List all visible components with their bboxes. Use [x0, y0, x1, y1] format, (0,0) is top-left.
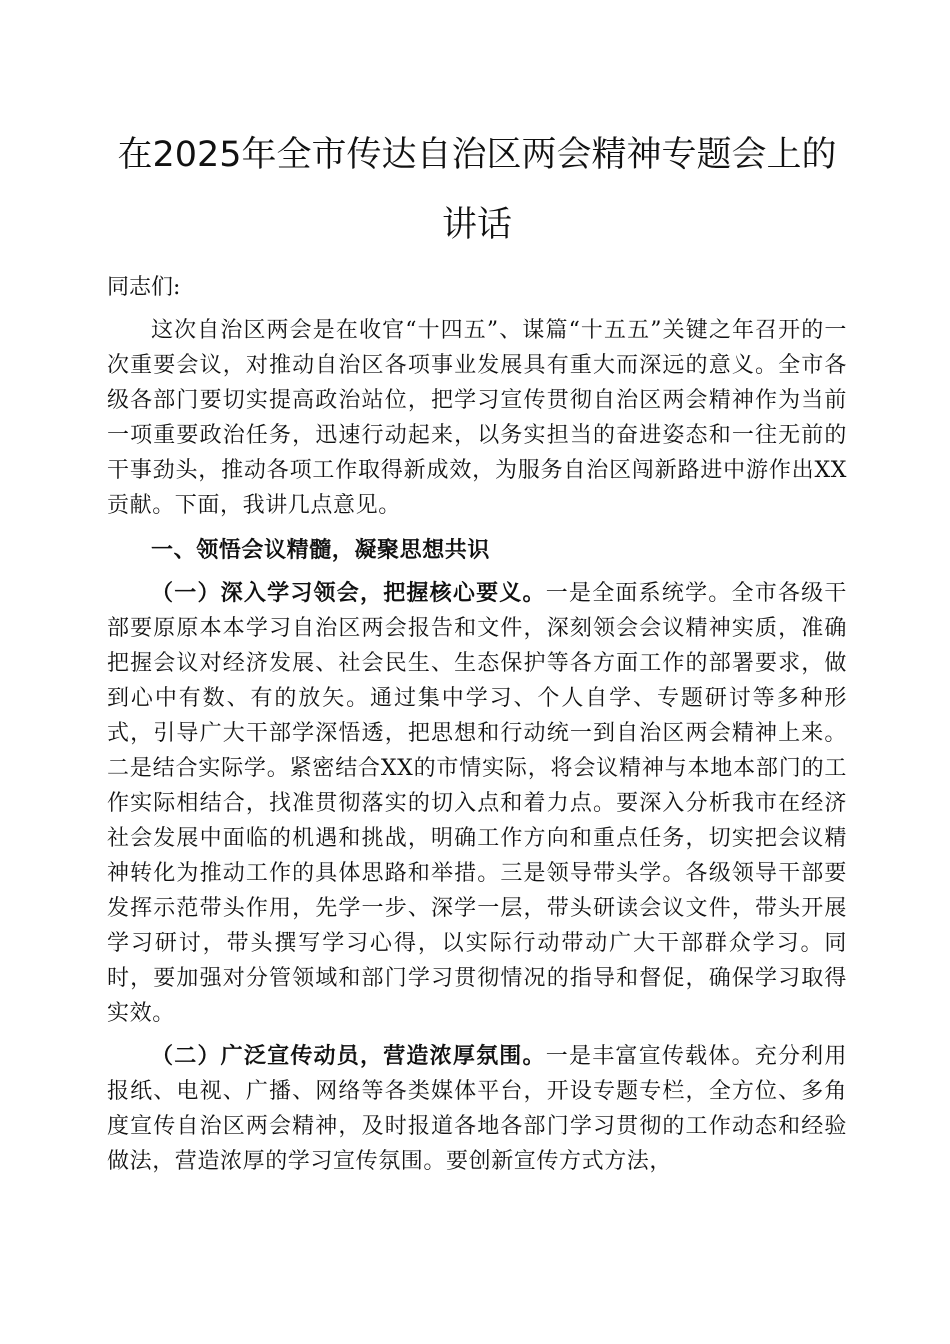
title-line-2: 讲话 [441, 205, 512, 245]
section-heading-1: 一、领悟会议精髓，凝聚思想共识 [151, 538, 491, 563]
subsection-body-1: 一是全面系统学。全市各级干部要原原本本学习自治区两会报告和文件，深刻领会会议精神实质，准确把握会议对经济发展、社会民生、生态保护等各方面工作的部署要求，做到心中有数、有的放矢。通过集中学习、个人自学、专题研讨等多种形式，引导广大干部学深悟透，把思想和行动统一到自治区两会精神上来。二是结合实际学。紧密结合XX的市情实际，将会议精神与本地本部门的工作实际相结合，找准贯彻落实的切入点和着力点。要深入分析我市在经济社会发展中面临的机遇和挑战，明确工作方向和重点任务，切实把会议精神转化为推动工作的具体思路和举措。三是领导带头学。各级领导干部要发挥示范带头作用，先学一步、深学一层，带头研读会议文件，带头开展学习研讨，带头撰写学习心得，以实际行动带动广大干部群众学习。同时，要加强对分管领域和部门学习贯彻情况的指导和督促，确保学习取得实效。 [107, 581, 847, 1026]
subsection-heading-2: （二）广泛宣传动员，营造浓厚氛围。 [151, 1044, 546, 1069]
title-line-1: 在2025年全市传达自治区两会精神专题会上的 [117, 135, 837, 175]
document-title [107, 120, 847, 260]
document-page [107, 120, 847, 1179]
intro-paragraph: 这次自治区两会是在收官“十四五”、谋篇“十五五”关键之年召开的一次重要会议，对推动自治区各项事业发展具有重大而深远的意义。全市各级各部门要切实提高政治站位，把学习宣传贯彻自治区两会精神作为当前一项重要政治任务，迅速行动起来，以务实担当的奋进姿态和一往无前的干事劲头，推动各项工作取得新成效，为服务自治区闯新路进中游作出XX贡献。下面，我讲几点意见。 [107, 318, 847, 518]
subsection-paragraph-1 [107, 576, 847, 1031]
greeting: 同志们: [107, 275, 181, 300]
subsection-heading-1: （一）深入学习领会，把握核心要义。 [151, 581, 546, 606]
subsection-paragraph-2 [107, 1039, 847, 1179]
subsection-body-2: 一是丰富宣传载体。充分利用报纸、电视、广播、网络等各类媒体平台，开设专题专栏，全方位、多角度宣传自治区两会精神，及时报道各地各部门学习贯彻的工作动态和经验做法，营造浓厚的学习宣传氛围。要创新宣传方式方法， [107, 1044, 847, 1174]
